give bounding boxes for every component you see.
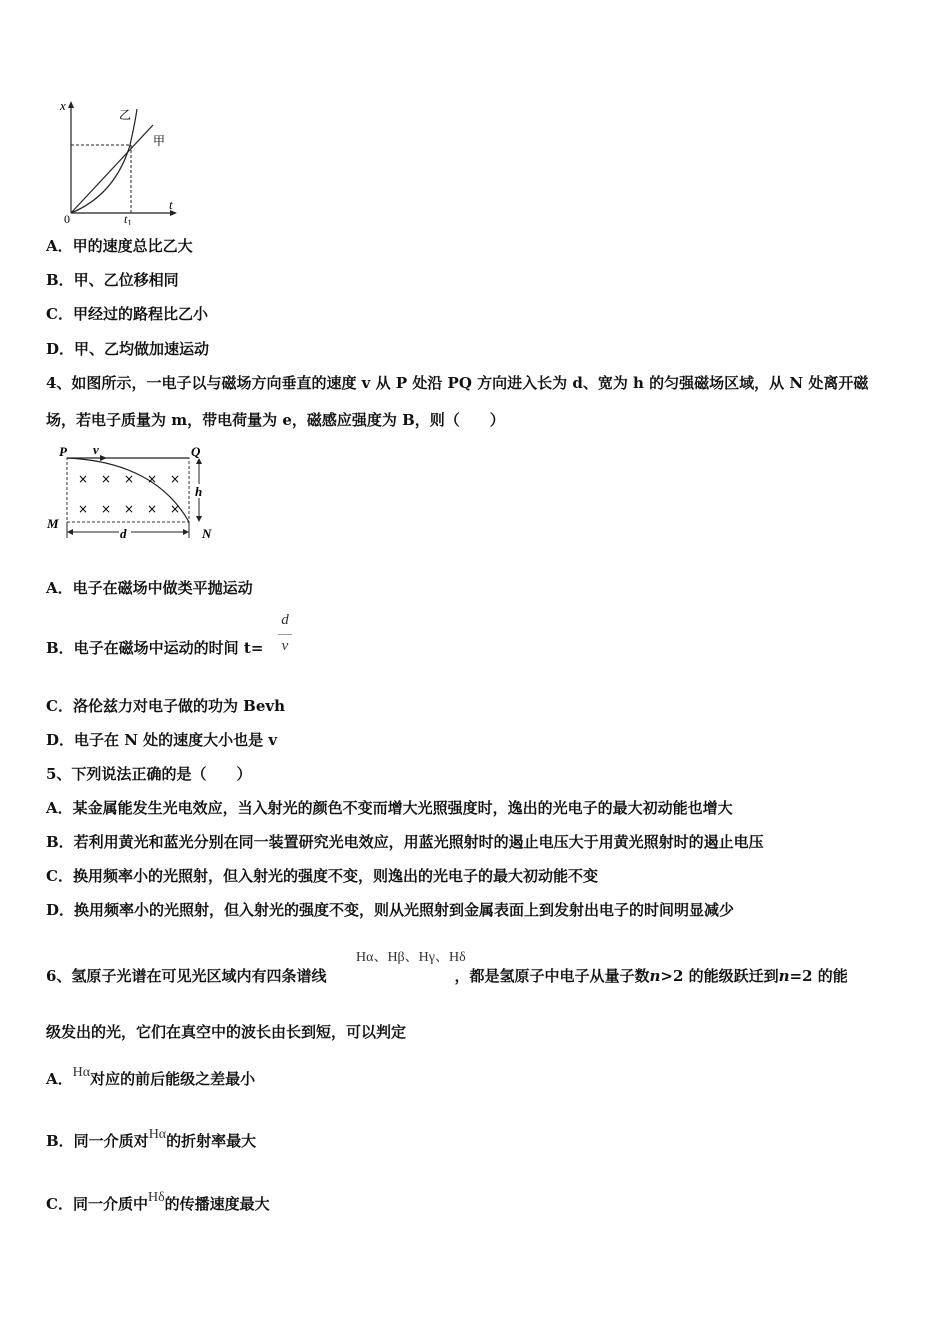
label-p: P xyxy=(59,444,67,459)
label-h: h xyxy=(195,484,203,499)
yi-label: 乙 xyxy=(119,108,132,122)
q3-option-a: A．甲的速度总比乙大 xyxy=(46,237,193,255)
q4-option-a: A．电子在磁场中做类平抛运动 xyxy=(46,579,253,597)
yi-curve xyxy=(71,109,137,213)
cross-4: × xyxy=(147,472,158,486)
cross-2: × xyxy=(101,472,112,486)
fraction-numerator: d xyxy=(281,612,289,628)
label-n: N xyxy=(202,526,212,541)
q6-option-b-sym: Hα xyxy=(148,1127,167,1142)
q5-option-b: B．若利用黄光和蓝光分别在同一装置研究光电效应，用蓝光照射时的遏止电压大于用黄光照射时的遏止电压 xyxy=(46,833,764,851)
q6-option-c xyxy=(46,1190,270,1216)
d-arrow-left xyxy=(67,529,73,535)
q3-option-b: B．甲、乙位移相同 xyxy=(46,271,179,289)
fraction-denominator: v xyxy=(281,638,289,654)
q6-stem-part3: >2 的能级跃迁到 xyxy=(660,967,779,985)
q6-stem-line2: 级发出的光，它们在真空中的波长由长到短，可以判定 xyxy=(46,1023,407,1041)
q6-option-c-prefix: C．同一介质中 xyxy=(46,1195,148,1213)
d-arrow-right xyxy=(183,529,189,535)
q6-stem-part4: =2 的能 xyxy=(789,967,848,985)
label-q: Q xyxy=(191,444,201,459)
q4-stem-line2: 场，若电子质量为 m，带电荷量为 e，磁感应强度为 B，则（ ） xyxy=(46,411,505,429)
fraction-bar xyxy=(278,634,292,635)
q3-option-d: D．甲、乙均做加速运动 xyxy=(46,340,210,358)
label-d: d xyxy=(120,526,127,541)
cross-8: × xyxy=(124,502,135,516)
q6-n1: n xyxy=(649,967,661,985)
q5-option-a: A．某金属能发生光电效应，当入射光的颜色不变而增大光照强度时，逸出的光电子的最大初动能也增大 xyxy=(46,799,733,817)
q6-option-a xyxy=(46,1065,256,1091)
xt-graph xyxy=(55,95,185,225)
velocity-arrow xyxy=(100,455,107,461)
t1-label: $t_1$ xyxy=(124,212,132,225)
q6-option-a-sym: Hα xyxy=(72,1065,91,1080)
x-axis-label: t xyxy=(169,197,173,212)
q6-option-b-prefix: B．同一介质对 xyxy=(46,1132,149,1150)
q5-option-c: C．换用频率小的光照射，但入射光的强度不变，则逸出的光电子的最大初动能不变 xyxy=(46,867,598,885)
y-axis-label: x xyxy=(60,98,66,113)
q6-option-a-prefix: A． xyxy=(46,1070,73,1088)
cross-1: × xyxy=(78,472,89,486)
q6-stem-part2: ，都是氢原子中电子从量子数 xyxy=(454,967,650,985)
y-axis-arrow xyxy=(68,101,74,108)
cross-3: × xyxy=(124,472,135,486)
q4-option-b: B．电子在磁场中运动的时间 t= xyxy=(46,639,264,657)
q5-stem: 5、下列说法正确的是（ ） xyxy=(46,765,252,783)
q6-stem-part1: 6、氢原子光谱在可见光区域内有四条谱线 xyxy=(46,967,327,985)
spectral-lines-symbols: Hα、Hβ、Hγ、Hδ xyxy=(356,950,466,965)
q6-option-c-sym: Hδ xyxy=(147,1190,165,1205)
q4-stem-line1: 4、如图所示，一电子以与磁场方向垂直的速度 v 从 P 处沿 PQ 方向进入长为 d、宽为 h 的匀强磁场区域，从 N 处离开磁 xyxy=(46,374,869,392)
label-v: v xyxy=(93,442,99,457)
jia-line xyxy=(71,125,153,213)
cross-9: × xyxy=(147,502,158,516)
q4-option-c: C．洛伦兹力对电子做的功为 Bevh xyxy=(46,697,286,715)
q6-n2: n xyxy=(778,967,790,985)
magnetic-field-diagram xyxy=(45,440,225,545)
q6-stem-line1 xyxy=(46,966,848,986)
q3-option-c: C．甲经过的路程比乙小 xyxy=(46,305,208,323)
q6-option-b xyxy=(46,1127,257,1153)
cross-5: × xyxy=(170,472,181,486)
q6-option-a-text: 对应的前后能级之差最小 xyxy=(90,1070,256,1088)
q6-option-b-text: 的折射率最大 xyxy=(166,1132,257,1150)
h-arrow-bottom xyxy=(196,516,202,522)
cross-10: × xyxy=(170,502,181,516)
cross-6: × xyxy=(78,502,89,516)
origin-label: 0 xyxy=(64,212,70,225)
label-m: M xyxy=(47,516,59,531)
q6-option-c-text: 的传播速度最大 xyxy=(164,1195,270,1213)
q5-option-d: D．换用频率小的光照射，但入射光的强度不变，则从光照射到金属表面上到发射出电子的时间明显减少 xyxy=(46,901,735,919)
cross-7: × xyxy=(101,502,112,516)
q4-option-d: D．电子在 N 处的速度大小也是 v xyxy=(46,731,278,749)
jia-label: 甲 xyxy=(153,134,166,148)
